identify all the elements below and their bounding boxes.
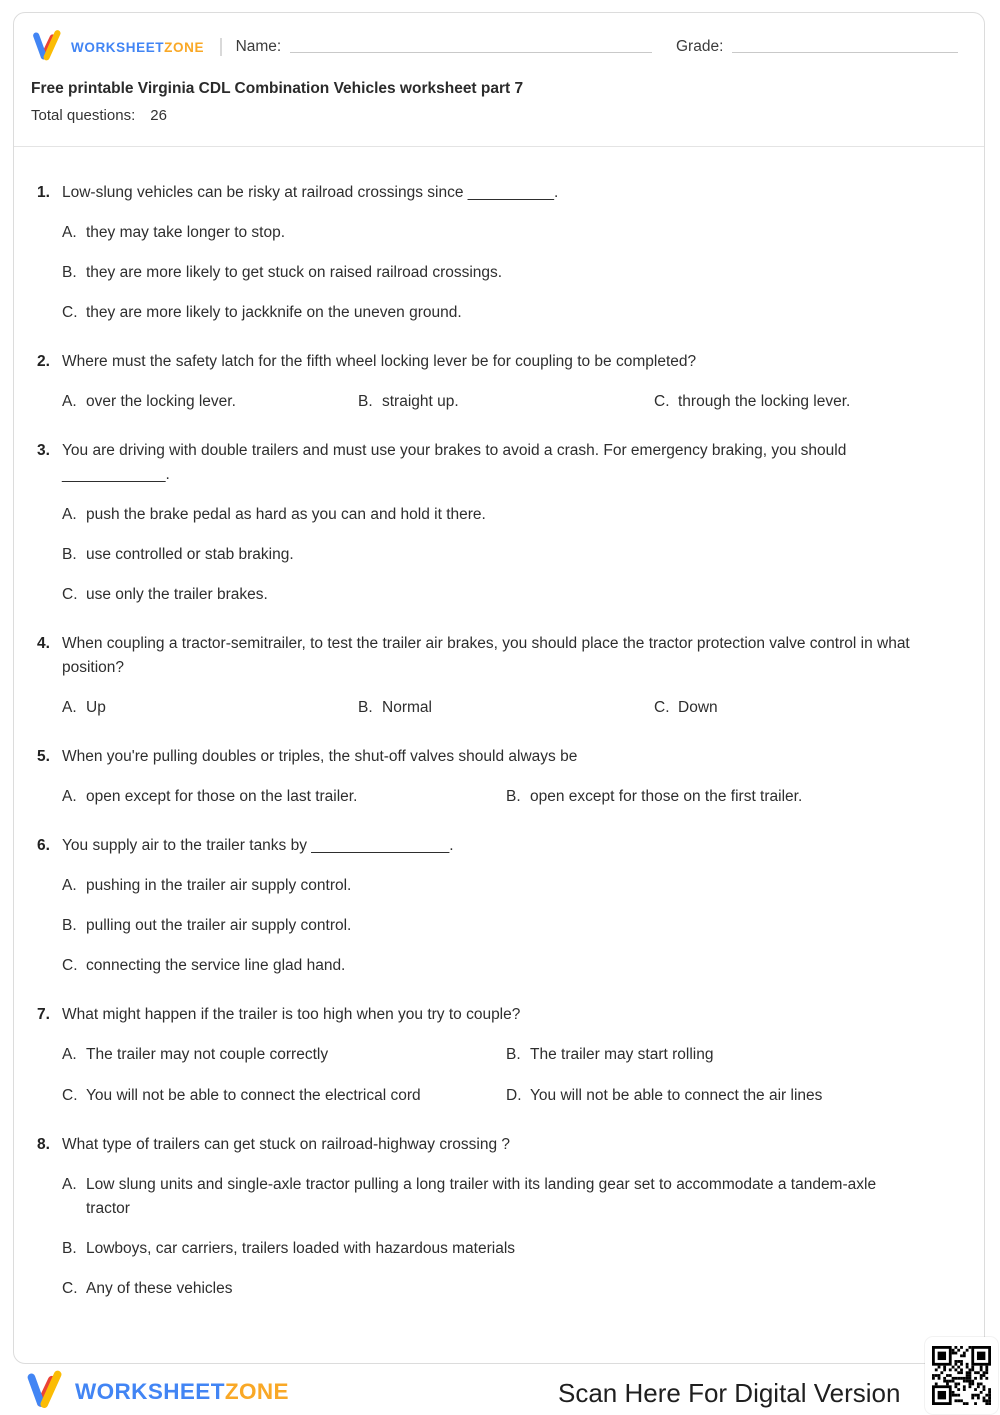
question-body — [62, 632, 924, 720]
brand-zone: ZONE — [224, 1378, 289, 1404]
qr-card — [925, 1337, 998, 1414]
option-letter: C. — [62, 1280, 78, 1297]
option-text: Down — [678, 699, 718, 716]
question-text: You are driving with double trailers and must use your brakes to avoid a crash. For emergency braking, you should ____________. — [62, 442, 847, 483]
option-item — [358, 390, 654, 414]
question-body — [62, 350, 924, 414]
option-letter: B. — [62, 917, 77, 934]
question-text: What type of trailers can get stuck on railroad-highway crossing ? — [62, 1136, 510, 1153]
option-text: pushing in the trailer air supply control. — [86, 877, 352, 894]
option-letter: C. — [654, 699, 670, 716]
question-number: 8. — [37, 1136, 50, 1153]
option-item — [62, 874, 924, 898]
option-letter: B. — [358, 393, 373, 410]
option-item — [62, 221, 924, 245]
option-letter: D. — [506, 1087, 522, 1104]
question-number: 3. — [37, 442, 50, 459]
option-text: they are more likely to get stuck on raised railroad crossings. — [86, 264, 503, 281]
option-item — [62, 583, 924, 607]
option-item — [62, 261, 924, 285]
question-text: Where must the safety latch for the fifth wheel locking lever be for coupling to be completed? — [62, 353, 697, 370]
option-text: connecting the service line glad hand. — [86, 957, 346, 974]
option-text: open except for those on the last trailer. — [86, 788, 358, 805]
grade-label: Grade: — [676, 38, 724, 55]
question-item — [37, 834, 958, 978]
page-title: Free printable Virginia CDL Combination Vehicles worksheet part 7 — [31, 80, 524, 97]
option-text: through the locking lever. — [678, 393, 851, 410]
option-text: The trailer may start rolling — [530, 1046, 714, 1063]
question-number: 1. — [37, 184, 50, 201]
question-number: 7. — [37, 1006, 50, 1023]
question-number: 2. — [37, 353, 50, 370]
option-letter: C. — [62, 304, 78, 321]
name-label: Name: — [235, 38, 282, 55]
option-text: Up — [86, 699, 106, 716]
option-letter: B. — [62, 264, 77, 281]
option-letter: A. — [62, 224, 77, 241]
question-item — [37, 1133, 958, 1301]
option-letter: A. — [62, 1176, 77, 1193]
option-item — [62, 503, 924, 527]
option-letter: A. — [62, 1046, 77, 1063]
option-item — [358, 696, 654, 720]
question-body — [62, 834, 924, 978]
scan-here-text: Scan Here For Digital Version — [558, 1378, 901, 1408]
header-logo — [31, 28, 204, 67]
option-text: The trailer may not couple correctly — [86, 1046, 329, 1063]
options — [62, 696, 924, 720]
option-item — [62, 1237, 924, 1261]
option-text: they are more likely to jackknife on the uneven ground. — [86, 304, 462, 321]
option-item — [62, 785, 506, 809]
option-letter: A. — [62, 788, 77, 805]
question-number: 5. — [37, 748, 50, 765]
option-item — [62, 1173, 924, 1221]
question-number: 4. — [37, 635, 50, 652]
option-item — [62, 954, 924, 978]
question-body — [62, 1133, 924, 1301]
brand-worksheet: WORKSHEET — [75, 1378, 225, 1404]
option-item — [62, 1043, 506, 1067]
option-letter: B. — [506, 788, 521, 805]
option-letter: B. — [358, 699, 373, 716]
question-item — [37, 439, 958, 607]
grade-field — [676, 38, 958, 56]
logo-w-icon — [31, 28, 65, 67]
grade-line — [732, 39, 958, 53]
question-text: When coupling a tractor-semitrailer, to test the trailer air brakes, you should place the tractor protection valve control in what position? — [62, 635, 910, 676]
header-row — [31, 29, 958, 65]
brand-zone: ZONE — [164, 39, 205, 55]
qr-code-icon — [932, 1346, 991, 1405]
option-item — [654, 390, 924, 414]
header-divider — [220, 38, 222, 56]
option-letter: C. — [62, 1087, 78, 1104]
question-item — [37, 1003, 958, 1108]
questions-list — [14, 147, 984, 1301]
question-item — [37, 632, 958, 720]
brand-text — [75, 1379, 289, 1405]
option-text: Normal — [382, 699, 432, 716]
option-item — [62, 1277, 924, 1301]
name-line — [290, 39, 652, 53]
option-text: Low slung units and single-axle tractor pulling a long trailer with its landing gear set to accommodate a tandem-axle tractor — [86, 1176, 877, 1217]
question-text: When you're pulling doubles or triples, the shut-off valves should always be — [62, 748, 578, 765]
option-item — [62, 301, 924, 325]
total-questions-value: 26 — [150, 107, 167, 124]
question-body — [62, 745, 924, 809]
option-text: You will not be able to connect the electrical cord — [86, 1087, 421, 1104]
option-text: straight up. — [382, 393, 459, 410]
option-text: pulling out the trailer air supply control. — [86, 917, 352, 934]
question-text: Low-slung vehicles can be risky at railroad crossings since __________. — [62, 184, 559, 201]
options — [62, 1173, 924, 1301]
name-field — [236, 38, 652, 56]
options — [62, 390, 924, 414]
logo-w-icon — [25, 1368, 67, 1415]
option-text: Lowboys, car carriers, trailers loaded with hazardous materials — [86, 1240, 516, 1257]
total-questions-label: Total questions: — [31, 107, 136, 124]
option-letter: A. — [62, 699, 77, 716]
options — [62, 874, 924, 978]
option-letter: B. — [62, 546, 77, 563]
option-item — [506, 1084, 924, 1108]
option-item — [62, 1084, 506, 1108]
option-letter: C. — [62, 586, 78, 603]
option-text: over the locking lever. — [86, 393, 236, 410]
question-body — [62, 439, 924, 607]
option-item — [62, 696, 358, 720]
option-text: they may take longer to stop. — [86, 224, 286, 241]
option-letter: C. — [654, 393, 670, 410]
option-text: open except for those on the first trailer. — [530, 788, 803, 805]
option-item — [62, 914, 924, 938]
option-text: use controlled or stab braking. — [86, 546, 294, 563]
footer-logo — [25, 1368, 289, 1415]
option-item — [654, 696, 924, 720]
option-letter: C. — [62, 957, 78, 974]
options — [62, 1043, 924, 1108]
question-body — [62, 181, 924, 325]
question-item — [37, 181, 958, 325]
options — [62, 221, 924, 325]
option-letter: A. — [62, 393, 77, 410]
option-item — [506, 785, 924, 809]
question-text: You supply air to the trailer tanks by ________________. — [62, 837, 454, 854]
sheet-header — [14, 13, 984, 147]
question-item — [37, 745, 958, 809]
total-questions — [31, 104, 958, 128]
option-text: Any of these vehicles — [86, 1280, 233, 1297]
question-text: What might happen if the trailer is too high when you try to couple? — [62, 1006, 521, 1023]
option-text: use only the trailer brakes. — [86, 586, 268, 603]
option-item — [506, 1043, 924, 1067]
question-item — [37, 350, 958, 414]
brand-worksheet: WORKSHEET — [71, 39, 165, 55]
option-letter: B. — [62, 1240, 77, 1257]
option-letter: A. — [62, 506, 77, 523]
option-item — [62, 543, 924, 567]
sheet-box — [13, 12, 985, 1364]
option-text: You will not be able to connect the air lines — [530, 1087, 823, 1104]
question-number: 6. — [37, 837, 50, 854]
option-letter: A. — [62, 877, 77, 894]
option-text: push the brake pedal as hard as you can and hold it there. — [86, 506, 486, 523]
options — [62, 785, 924, 809]
option-item — [62, 390, 358, 414]
option-letter: B. — [506, 1046, 521, 1063]
options — [62, 503, 924, 607]
question-body — [62, 1003, 924, 1108]
brand-text — [71, 40, 204, 55]
